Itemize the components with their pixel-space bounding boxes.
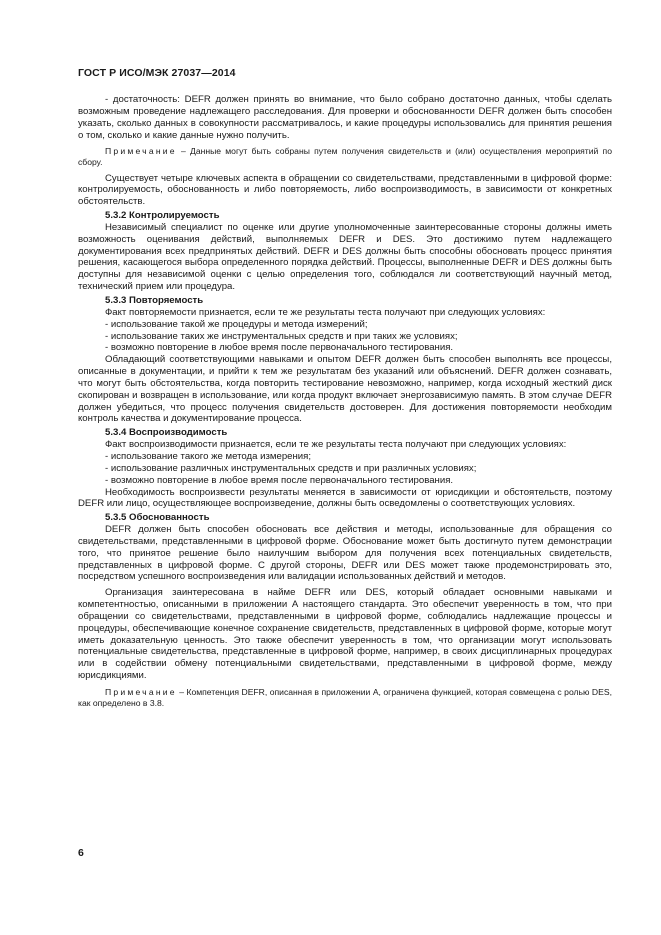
section-heading: 5.3.3 Повторяемость: [105, 295, 204, 306]
body-paragraph: - использование таких же инструментальных средств и при таких же условиях;: [105, 330, 458, 342]
note-text: – Данные могут быть собраны путем получения свидетельств и (или) осуществления мероприятий по сбору.: [78, 146, 612, 167]
section-heading: 5.3.4 Воспроизводимость: [105, 427, 228, 439]
section-heading: 5.3.2 Контролируемость: [105, 210, 220, 222]
body-paragraph: - возможно повторение в любое время после первоначального тестирования.: [105, 342, 454, 354]
note-paragraph: [78, 687, 612, 708]
body-paragraph: Существует четыре ключевых аспекта в обращении со свидетельствами, представленными в цифровой форме: контролируемость, обоснованность и либо повторяемость, либо воспроизводимость, в зависимости от конкретных обстоятельств.: [78, 172, 612, 208]
note-text: – Компетенция DEFR, описанная в приложении А, ограничена функцией, которая совмещена с ролью DES, как определено в 3.8.: [78, 687, 612, 708]
section-heading: 5.3.5 Обоснованность: [105, 512, 210, 524]
note-label: Примечание: [105, 146, 177, 157]
body-paragraph: - использование такого же метода измерения;: [105, 450, 312, 462]
body-paragraph: - возможно повторение в любое время после первоначального тестирования.: [105, 474, 454, 486]
body-paragraph: Необходимость воспроизвести результаты меняется в зависимости от юрисдикции и обстоятельств, поэтому DEFR или лицо, осуществляющее воспроизведение, должны быть осведомлены о соответствующих условиях.: [78, 486, 612, 510]
body-paragraph: Организация заинтересована в найме DEFR или DES, который обладает основными навыками и компетентностью, описанными в приложении А настоящего стандарта. Это обеспечит уверенность в том, что при обращении со свидетельствами, представленными в цифровой форме, соблюдались надлежащие процессы и процедуры, обеспечивающие конечное сохранение свидетельств, представленных в цифровой форме, которые могут иметь доказательную ценность. Это также обеспечит уверенность в том, что организации могут использовать потенциальные свидетельства, представленные в цифровой форме, например, в своих дисциплинарных процедурах или в содействии обмену потенциальными свидетельствами, представленными в цифровой форме, между юрисдикциями.: [78, 587, 612, 682]
body-paragraph: - достаточность: DEFR должен принять во внимание, что было собрано достаточно данных, чтобы сделать возможным проведение надлежащего расследования. Для проверки и обоснованности DEFR должен быть способен указать, сколько данных в совокупности рассматривалось, и какие процедуры использовались для принятия решения о том, сколько и какие данные нужно получить.: [78, 94, 612, 141]
page-number: 6: [78, 847, 84, 859]
body-paragraph: DEFR должен быть способен обосновать все действия и методы, использованные для обращения со свидетельствами, представленными в цифровой форме. Обоснование может быть достигнуто путем демонстрации того, что принятое решение было наилучшим выбором для получения всех потенциальных свидетельств, представленных в цифровой форме. С другой стороны, DEFR или DES может также продемонстрировать это, посредством успешного воспроизведения или валидации использованных действий и методов.: [78, 524, 612, 583]
body-paragraph: Независимый специалист по оценке или другие уполномоченные заинтересованные стороны должны иметь возможность оценивания действий, выполняемых DEFR и DES. Это достижимо путем надлежащего документирования всех предпринятых действий. DEFR и DES должны быть способны обосновать процесс принятия решения, касающегося выбора определенного порядка действий. Процессы, выполненные DEFR и DES должны быть доступны для независимой оценки с целью определения того, соблюдался ли соответствующий научный метод, технический прием или процедура.: [78, 221, 612, 293]
document-body: [78, 94, 612, 713]
body-paragraph: Факт воспроизводимости признается, если те же результаты теста получают при следующих условиях:: [105, 439, 567, 451]
body-paragraph: - использование такой же процедуры и метода измерений;: [105, 318, 368, 330]
document-header: ГОСТ Р ИСО/МЭК 27037—2014: [78, 67, 236, 79]
body-paragraph: Обладающий соответствующими навыками и опытом DEFR должен быть способен выполнять все процессы, описанные в документации, и прийти к тем же результатам без указаний или объяснений. DEFR должен сознавать, что могут быть обстоятельства, когда повторить тестирование невозможно, например, когда исходный жесткий диск скопирован и возвращен в использование, или когда продукт включает энергозависимую память. В этом случае DEFR должен убедиться, что процесс получения свидетельств достоверен. Для достижения повторяемости необходим контроль качества и документирование процесса.: [78, 354, 612, 425]
body-paragraph: - использование различных инструментальных средств и при различных условиях;: [105, 462, 477, 474]
note-label: Примечание: [105, 687, 177, 697]
note-paragraph: [78, 146, 612, 167]
body-paragraph: Факт повторяемости признается, если те же результаты теста получают при следующих условиях:: [105, 306, 546, 318]
